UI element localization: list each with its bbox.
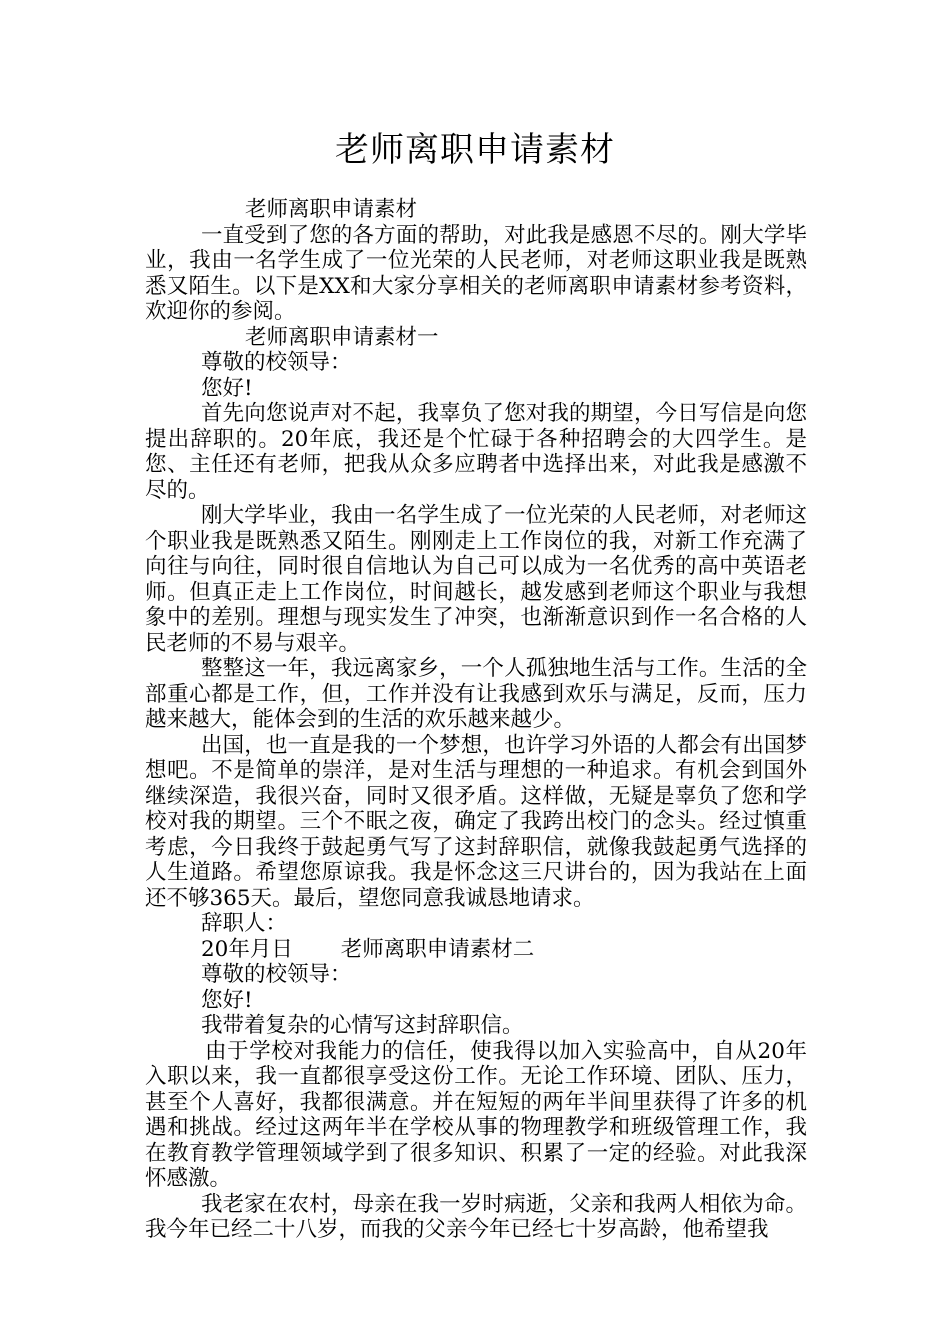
paragraph: 出国，也一直是我的一个梦想，也许学习外语的人都会有出国梦想吧。不是简单的崇洋，是对生活与理想的一种追求。有机会到国外继续深造，我很兴奋，同时又很矛盾。这样做，无疑是辜负了您和学校对我的期望。三个不眠之夜，确定了我跨出校门的念头。经过慎重考虑，今日我终于鼓起勇气写了这封辞职信，就像我鼓起勇气选择的人生道路。希望您原谅我。我是怀念这三尺讲台的，因为我站在上面还不够365天。最后，望您同意我诚恳地请求。	[145, 732, 807, 911]
paragraph: 20年月日 老师离职申请素材二	[201, 936, 535, 962]
paragraph: 我带着复杂的心情写这封辞职信。	[201, 1013, 524, 1038]
paragraph: 首先向您说声对不起，我辜负了您对我的期望，今日写信是向您提出辞职的。20年底，我还是个忙碌于各种招聘会的大四学生。是您、主任还有老师，把我从众多应聘者中选择出来，对此我是感激不尽的。	[145, 401, 807, 503]
paragraph: 您好!	[201, 375, 253, 401]
paragraph: 尊敬的校领导：	[201, 350, 352, 375]
paragraph: 我老家在农村，母亲在我一岁时病逝，父亲和我两人相依为命。我今年已经二十八岁，而我的父亲今年已经七十岁高龄，他希望我	[145, 1191, 807, 1242]
paragraph: 您好!	[201, 987, 253, 1013]
paragraph: 一直受到了您的各方面的帮助，对此我是感恩不尽的。刚大学毕业，我由一名学生成了一位光荣的人民老师，对老师这职业我是既熟悉又陌生。以下是XX和大家分享相关的老师离职申请素材参考资料，欢迎你的参阅。	[145, 222, 807, 324]
paragraph: 整整这一年，我远离家乡，一个人孤独地生活与工作。生活的全部重心都是工作，但，工作并没有让我感到欢乐与满足，反而，压力越来越大，能体会到的生活的欢乐越来越少。	[145, 656, 807, 732]
paragraph: 老师离职申请素材	[245, 197, 418, 222]
paragraph: 尊敬的校领导：	[201, 962, 352, 987]
paragraph: 由于学校对我能力的信任，使我得以加入实验高中，自从20年入职以来，我一直都很享受这份工作。无论工作环境、团队、压力，甚至个人喜好，我都很满意。并在短短的两年半间里获得了许多的机遇和挑战。经过这两年半在学校从事的物理教学和班级管理工作，我在教育教学管理领域学到了很多知识、积累了一定的经验。对此我深怀感激。	[145, 1038, 807, 1191]
page-title: 老师离职申请素材	[335, 130, 615, 170]
paragraph: 老师离职申请素材一	[245, 324, 439, 350]
paragraph: 辞职人：	[201, 911, 288, 936]
document-body	[145, 197, 807, 1243]
paragraph: 刚大学毕业，我由一名学生成了一位光荣的人民老师，对老师这个职业我是既熟悉又陌生。刚刚走上工作岗位的我，对新工作充满了向往与向往，同时很自信地认为自己可以成为一名优秀的高中英语老师。但真正走上工作岗位，时间越长，越发感到老师这个职业与我想象中的差别。理想与现实发生了冲突，也渐渐意识到作一名合格的人民老师的不易与艰辛。	[145, 503, 807, 656]
